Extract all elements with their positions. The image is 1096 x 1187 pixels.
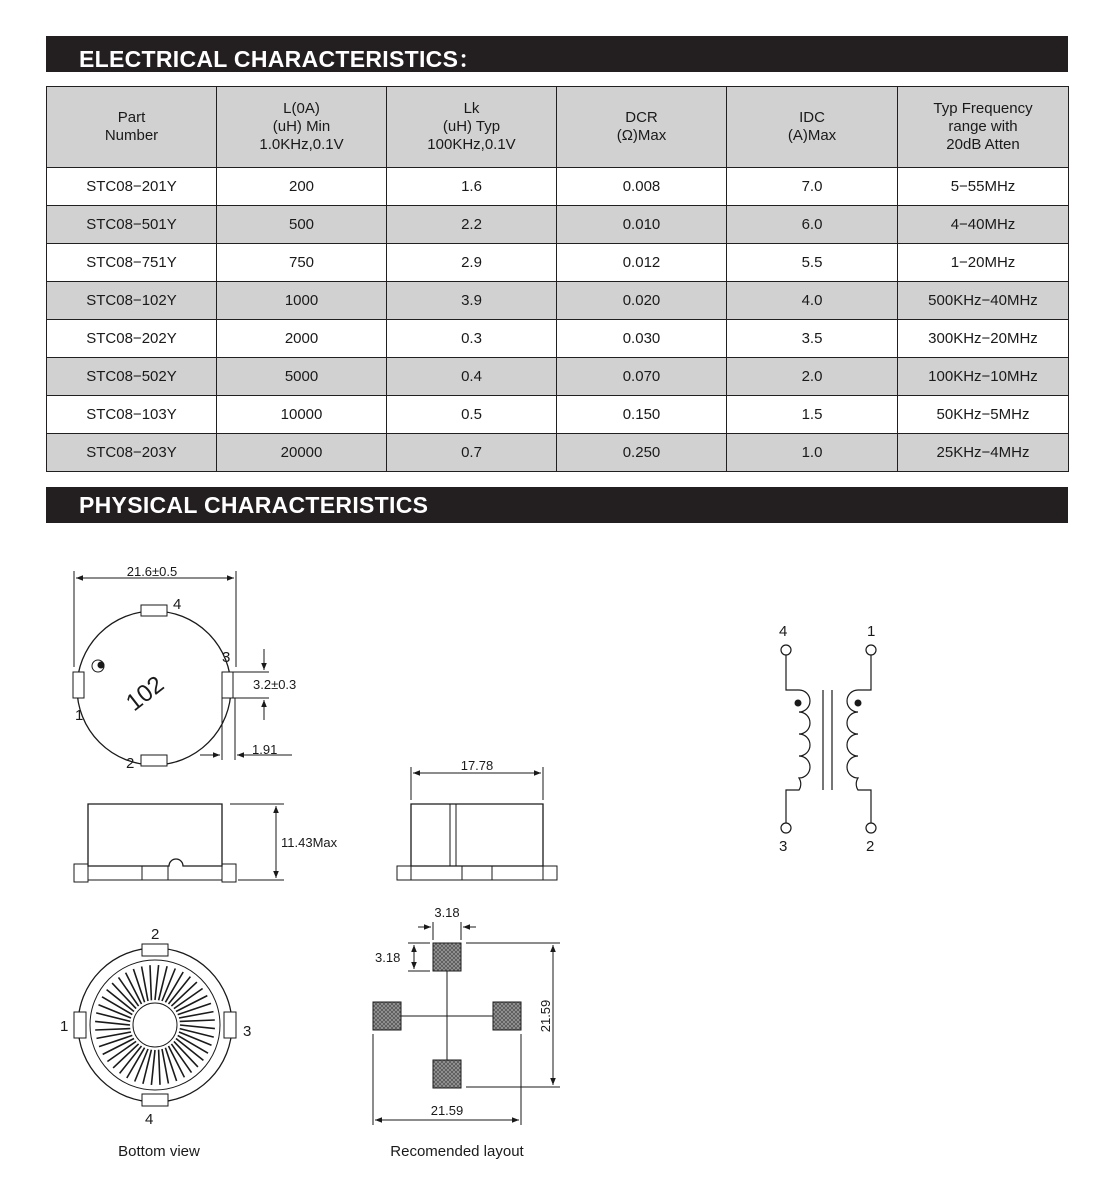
frequency-cell: 25KHz−4MHz — [898, 434, 1069, 472]
frequency-cell: 50KHz−5MHz — [898, 396, 1069, 434]
schematic-drawing — [781, 645, 876, 833]
leakage-cell: 0.7 — [387, 434, 557, 472]
layout-pad-width-dimension: 3.18 — [434, 905, 460, 920]
leakage-cell: 0.4 — [387, 358, 557, 396]
pin-pad-top — [141, 605, 167, 616]
dcr-cell: 0.070 — [557, 358, 727, 396]
left-coil — [786, 655, 810, 823]
recommended-layout-drawing — [373, 922, 560, 1125]
top-pin-label-3: 3 — [222, 649, 231, 666]
idc-cell: 5.5 — [727, 244, 898, 282]
schematic-pin-label-2: 2 — [866, 838, 875, 855]
idc-cell: 2.0 — [727, 358, 898, 396]
top-view-drawing — [73, 571, 292, 766]
inductance-cell: 750 — [217, 244, 387, 282]
layout-pad-top — [433, 943, 461, 971]
leakage-cell: 3.9 — [387, 282, 557, 320]
frequency-cell: 4−40MHz — [898, 206, 1069, 244]
inductance-cell: 20000 — [217, 434, 387, 472]
idc-cell: 1.5 — [727, 396, 898, 434]
dcr-cell: 0.010 — [557, 206, 727, 244]
dcr-cell: 0.020 — [557, 282, 727, 320]
idc-cell: 3.5 — [727, 320, 898, 358]
leakage-cell: 0.3 — [387, 320, 557, 358]
polarity-dot-right — [855, 700, 862, 707]
idc-cell: 7.0 — [727, 168, 898, 206]
schematic-terminal-4 — [781, 645, 791, 655]
layout-horizontal-span-dimension: 21.59 — [430, 1103, 464, 1118]
pin-pad-right — [222, 672, 233, 698]
bottom-view-caption: Bottom view — [118, 1143, 200, 1160]
header-leakage-inductance: Lk (uH) Typ 100KHz,0.1V — [387, 87, 557, 168]
layout-pad-left — [373, 1002, 401, 1030]
inductance-cell: 10000 — [217, 396, 387, 434]
frequency-cell: 300KHz−20MHz — [898, 320, 1069, 358]
inductance-cell: 200 — [217, 168, 387, 206]
frequency-cell: 1−20MHz — [898, 244, 1069, 282]
schematic-pin-label-4: 4 — [779, 623, 788, 640]
schematic-terminal-1 — [866, 645, 876, 655]
layout-pad-bottom — [433, 1060, 461, 1088]
side-view-drawing — [74, 804, 284, 882]
electrical-section-title: ELECTRICAL CHARACTERISTICS： — [79, 46, 482, 72]
part-number-cell: STC08−501Y — [47, 206, 217, 244]
leakage-cell: 0.5 — [387, 396, 557, 434]
front-view-width-dimension: 17.78 — [460, 758, 494, 773]
top-pin-label-4: 4 — [173, 596, 182, 613]
part-number-cell: STC08−102Y — [47, 282, 217, 320]
bottom-pin-label-3: 3 — [243, 1023, 252, 1040]
part-number-cell: STC08−203Y — [47, 434, 217, 472]
right-coil — [847, 655, 871, 823]
top-pin-label-1: 1 — [75, 707, 84, 724]
header-frequency-range: Typ Frequency range with 20dB Atten — [898, 87, 1069, 168]
part-number-cell: STC08−202Y — [47, 320, 217, 358]
frequency-cell: 500KHz−40MHz — [898, 282, 1069, 320]
frequency-cell: 100KHz−10MHz — [898, 358, 1069, 396]
top-pin-label-2: 2 — [126, 755, 135, 772]
idc-cell: 6.0 — [727, 206, 898, 244]
front-view-drawing — [397, 767, 557, 880]
side-view-height-dimension: 11.43Max — [281, 835, 338, 850]
dcr-cell: 0.030 — [557, 320, 727, 358]
header-dcr: DCR (Ω)Max — [557, 87, 727, 168]
pin-pad-left — [73, 672, 84, 698]
top-view-labels — [75, 564, 296, 772]
header-part-number: Part Number — [47, 87, 217, 168]
dcr-cell: 0.250 — [557, 434, 727, 472]
schematic-terminal-2 — [866, 823, 876, 833]
idc-cell: 1.0 — [727, 434, 898, 472]
part-marking: 102 — [121, 670, 170, 717]
layout-vertical-span-dimension: 21.59 — [538, 999, 553, 1033]
layout-pad-right — [493, 1002, 521, 1030]
schematic-pin-label-1: 1 — [867, 623, 876, 640]
toroid-winding — [95, 965, 215, 1085]
leakage-cell: 1.6 — [387, 168, 557, 206]
bottom-pin-label-2: 2 — [151, 926, 160, 943]
top-view-offset-dimension: 1.91 — [252, 742, 278, 757]
schematic-pin-label-3: 3 — [779, 838, 788, 855]
inductance-cell: 2000 — [217, 320, 387, 358]
inductance-cell: 500 — [217, 206, 387, 244]
part-number-cell: STC08−502Y — [47, 358, 217, 396]
dcr-cell: 0.008 — [557, 168, 727, 206]
bottom-view-labels — [60, 926, 251, 1160]
idc-cell: 4.0 — [727, 282, 898, 320]
bottom-pin-label-4: 4 — [145, 1111, 154, 1128]
recommended-layout-caption: Recomended layout — [390, 1143, 524, 1160]
schematic-terminal-3 — [781, 823, 791, 833]
inductance-cell: 5000 — [217, 358, 387, 396]
layout-pad-height-dimension: 3.18 — [375, 950, 401, 965]
schematic-labels — [779, 623, 875, 855]
frequency-cell: 5−55MHz — [898, 168, 1069, 206]
header-idc: IDC (A)Max — [727, 87, 898, 168]
leakage-cell: 2.2 — [387, 206, 557, 244]
part-number-cell: STC08−201Y — [47, 168, 217, 206]
top-view-pad-dimension: 3.2±0.3 — [253, 677, 297, 692]
dcr-cell: 0.012 — [557, 244, 727, 282]
bottom-pin-label-1: 1 — [60, 1018, 69, 1035]
part-number-cell: STC08−103Y — [47, 396, 217, 434]
leakage-cell: 2.9 — [387, 244, 557, 282]
dcr-cell: 0.150 — [557, 396, 727, 434]
bottom-view-drawing — [74, 944, 236, 1106]
physical-section-title: PHYSICAL CHARACTERISTICS — [79, 492, 429, 518]
part-number-cell: STC08−751Y — [47, 244, 217, 282]
polarity-dot-left — [795, 700, 802, 707]
inductance-cell: 1000 — [217, 282, 387, 320]
top-view-width-dimension: 21.6±0.5 — [126, 564, 178, 579]
pin-pad-bottom — [141, 755, 167, 766]
header-inductance: L(0A) (uH) Min 1.0KHz,0.1V — [217, 87, 387, 168]
